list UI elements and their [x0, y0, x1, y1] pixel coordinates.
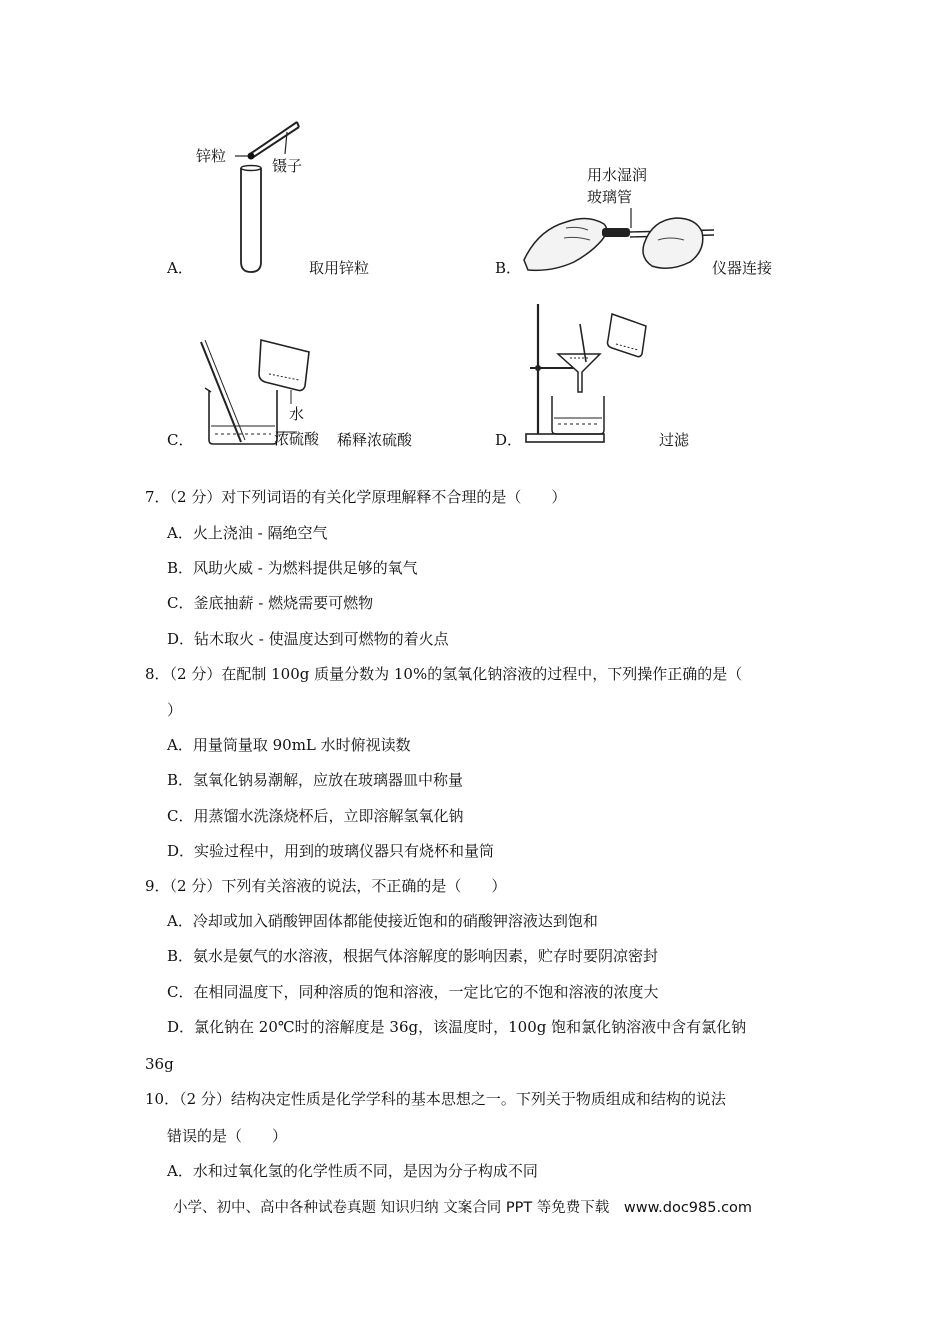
q8-stem-wrap: ）	[167, 701, 183, 719]
option-d-caption: 过滤	[659, 431, 690, 449]
option-b-letter: B．	[495, 259, 522, 277]
zinc-test-tube-figure	[195, 112, 315, 277]
option-d-letter: D．	[495, 431, 523, 449]
zinc-label: 锌粒	[196, 147, 227, 165]
q7-option-b: B．风助火威 - 为燃料提供足够的氧气	[167, 559, 418, 577]
q8-stem: 8．（2 分）在配制 100g 质量分数为 10%的氢氧化钠溶液的过程中，下列操作正确的是（	[145, 665, 743, 683]
option-a-letter: A．	[167, 259, 193, 277]
q9-option-a: A．冷却或加入硝酸钾固体都能使接近饱和的硝酸钾溶液达到饱和	[167, 912, 598, 930]
q7-option-d: D．钻木取火 - 使温度达到可燃物的着火点	[167, 630, 449, 648]
q7-option-c: C．釜底抽薪 - 燃烧需要可燃物	[167, 594, 374, 612]
acid-label: 浓硫酸	[274, 430, 320, 448]
footer	[173, 1196, 752, 1217]
footer-url[interactable]: www.doc985.com	[623, 1200, 753, 1216]
q10-stem-wrap: 错误的是（ ）	[167, 1127, 288, 1145]
option-a-caption: 取用锌粒	[309, 259, 370, 277]
moisten-label: 用水湿润	[587, 166, 648, 184]
q9-option-d-wrap: 36g	[145, 1055, 174, 1073]
q9-stem: 9．（2 分）下列有关溶液的说法，不正确的是（ ）	[145, 877, 507, 895]
q7-option-a: A．火上浇油 - 隔绝空气	[167, 524, 328, 542]
instrument-connection-figure	[518, 200, 718, 278]
option-b-caption: 仪器连接	[712, 259, 773, 277]
q8-option-d: D．实验过程中，用到的玻璃仪器只有烧杯和量筒	[167, 842, 495, 860]
q8-option-b: B．氢氧化钠易潮解，应放在玻璃器皿中称量	[167, 771, 464, 789]
q9-option-c: C．在相同温度下，同种溶质的饱和溶液，一定比它的不饱和溶液的浓度大	[167, 983, 659, 1001]
option-c-letter: C．	[167, 431, 194, 449]
q10-stem: 10．（2 分）结构决定性质是化学学科的基本思想之一。下列关于物质组成和结构的说法	[145, 1090, 726, 1108]
q8-option-a: A．用量筒量取 90mL 水时俯视读数	[167, 736, 411, 754]
tweezers-label: 镊子	[272, 157, 303, 175]
glass-tube-label: 玻璃管	[587, 188, 633, 206]
footer-text: 小学、初中、高中各种试卷真题 知识归纳 文案合同 PPT 等免费下载	[173, 1200, 610, 1216]
q8-option-c: C．用蒸馏水洗涤烧杯后，立即溶解氢氧化钠	[167, 807, 464, 825]
option-c-caption: 稀释浓硫酸	[337, 431, 413, 449]
water-label: 水	[289, 405, 305, 423]
q7-stem: 7．（2 分）对下列词语的有关化学原理解释不合理的是（ ）	[145, 488, 567, 506]
q10-option-a: A．水和过氧化氢的化学性质不同，是因为分子构成不同	[167, 1162, 538, 1180]
q9-option-d: D．氯化钠在 20℃时的溶解度是 36g，该温度时，100g 饱和氯化钠溶液中含有氯化钠	[167, 1018, 747, 1036]
filtration-figure	[520, 300, 655, 446]
q9-option-b: B．氨水是氨气的水溶液，根据气体溶解度的影响因素，贮存时要阴凉密封	[167, 947, 659, 965]
